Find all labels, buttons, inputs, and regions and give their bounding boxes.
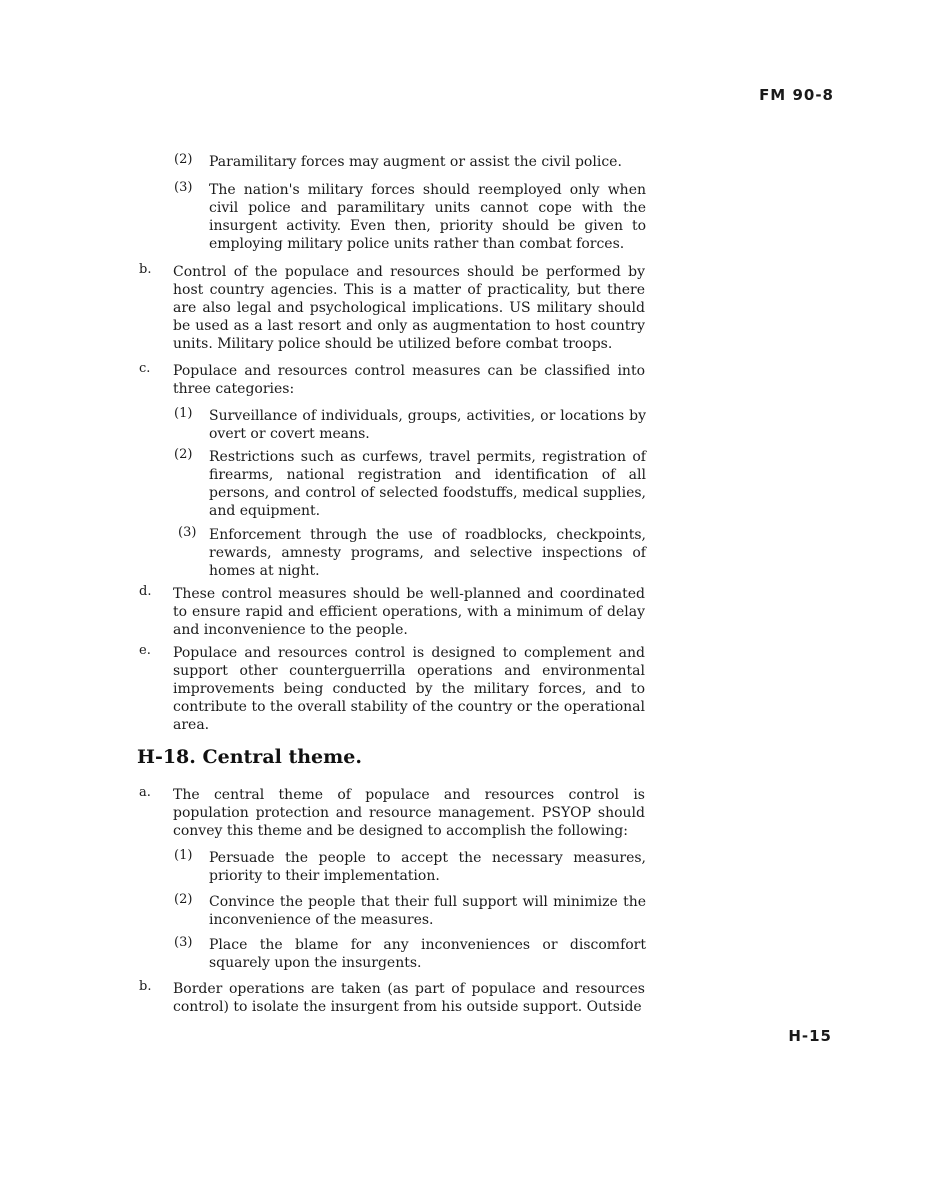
item-text: The central theme of populace and resources control is population protection and resource management. PSYOP should convey this theme and be designed to accomplish the following: bbox=[173, 787, 645, 839]
item-label: (3) bbox=[174, 180, 193, 195]
item-text: Paramilitary forces may augment or assist the civil police. bbox=[209, 154, 622, 170]
item-label: d. bbox=[139, 584, 152, 599]
item-label: (1) bbox=[174, 848, 193, 863]
item-text: The nation's military forces should reemployed only when civil police and paramilitary units cannot cope with the insurgent activity. Even then, priority should be given to employing military police units rather than combat forces. bbox=[209, 182, 646, 252]
item-label: a. bbox=[139, 785, 151, 800]
item-text: Populace and resources control is designed to complement and support other counterguerrilla operations and environmental improvements being conducted by the military forces, and to contribute to the overall stability of the country or the operational area. bbox=[173, 645, 645, 733]
item-label: c. bbox=[139, 361, 151, 376]
item-text: Persuade the people to accept the necessary measures, priority to their implementation. bbox=[209, 850, 646, 884]
item-label: (2) bbox=[174, 447, 193, 462]
page-number: H-15 bbox=[788, 1027, 832, 1045]
item-text: Restrictions such as curfews, travel permits, registration of firearms, national registration and identification of all persons, and control of selected foodstuffs, medical supplies, and equipment. bbox=[209, 449, 646, 519]
item-text: Border operations are taken (as part of populace and resources control) to isolate the insurgent from his outside support. Outside bbox=[173, 981, 645, 1015]
running-head: FM 90-8 bbox=[759, 86, 834, 104]
item-label: e. bbox=[139, 643, 151, 658]
section-heading: H-18. Central theme. bbox=[137, 746, 362, 768]
item-label: (2) bbox=[174, 892, 193, 907]
item-text: Place the blame for any inconveniences or discomfort squarely upon the insurgents. bbox=[209, 937, 646, 971]
item-text: Surveillance of individuals, groups, activities, or locations by overt or covert means. bbox=[209, 408, 646, 442]
item-text: Convince the people that their full support will minimize the inconvenience of the measures. bbox=[209, 894, 646, 928]
item-label: (2) bbox=[174, 152, 193, 167]
item-text: These control measures should be well-planned and coordinated to ensure rapid and efficient operations, with a minimum of delay and inconvenience to the people. bbox=[173, 586, 645, 638]
item-label: (1) bbox=[174, 406, 193, 421]
item-text: Enforcement through the use of roadblocks, checkpoints, rewards, amnesty programs, and selective inspections of homes at night. bbox=[209, 527, 646, 579]
item-label: b. bbox=[139, 979, 152, 994]
item-text: Populace and resources control measures can be classified into three categories: bbox=[173, 363, 645, 397]
item-text: Control of the populace and resources should be performed by host country agencies. This is a matter of practicality, but there are also legal and psychological implications. US military should be used as a last resort and only as augmentation to host country units. Military police should be utilized before combat troops. bbox=[173, 264, 645, 352]
item-label: (3) bbox=[174, 935, 193, 950]
item-label: b. bbox=[139, 262, 152, 277]
item-label: (3) bbox=[178, 525, 197, 540]
